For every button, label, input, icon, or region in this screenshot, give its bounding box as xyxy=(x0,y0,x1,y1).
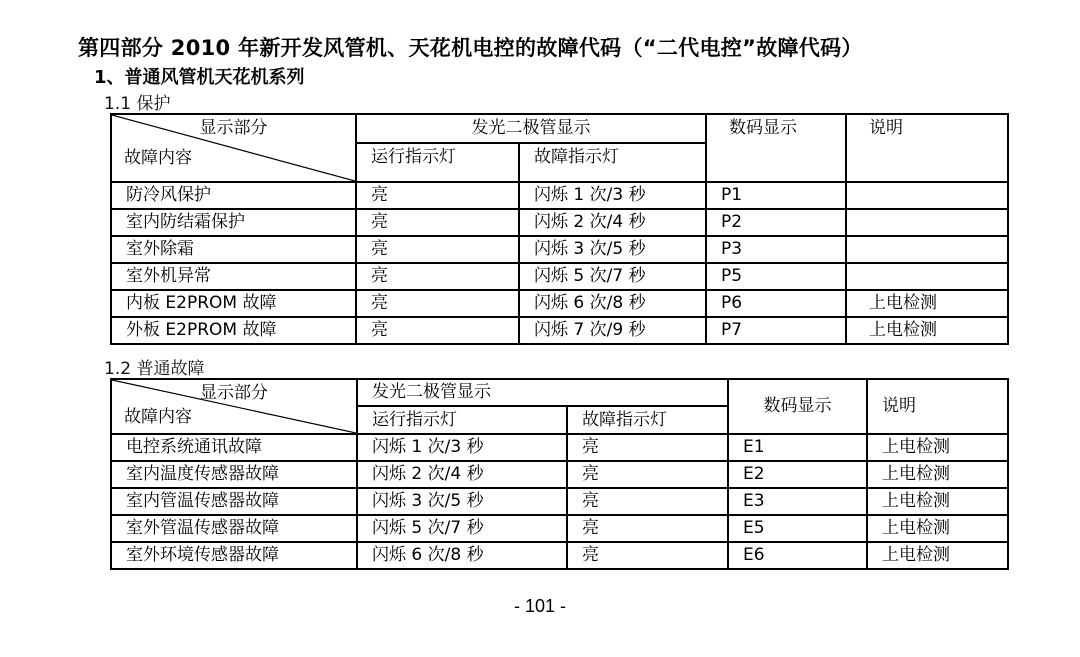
fault-note: 上电检测 xyxy=(867,542,1008,569)
fault-note: 上电检测 xyxy=(867,434,1008,461)
led-display-header: 发光二极管显示 xyxy=(356,114,706,143)
table-row xyxy=(111,542,1008,569)
digital-display-header: 数码显示 xyxy=(706,114,846,182)
diagonal-header-cell xyxy=(111,379,357,434)
run-led-state: 亮 xyxy=(356,182,519,209)
run-led-state: 闪烁 2 次/4 秒 xyxy=(357,461,567,488)
fault-led-header: 故障指示灯 xyxy=(567,406,728,434)
fault-led-header: 故障指示灯 xyxy=(519,143,706,182)
table-row xyxy=(111,290,1008,317)
display-part-label: 显示部分 xyxy=(200,383,268,403)
fault-note: 上电检测 xyxy=(867,461,1008,488)
display-part-label: 显示部分 xyxy=(199,118,268,138)
fault-code: E2 xyxy=(728,461,867,488)
run-led-state: 闪烁 1 次/3 秒 xyxy=(357,434,567,461)
fault-code: E6 xyxy=(728,542,867,569)
fault-code: E5 xyxy=(728,515,867,542)
fault-content-label: 故障内容 xyxy=(124,148,192,168)
series-heading: 1、普通风管机天花机系列 xyxy=(94,67,305,88)
fault-led-state: 闪烁 1 次/3 秒 xyxy=(519,182,706,209)
led-display-header: 发光二极管显示 xyxy=(357,379,728,406)
run-led-state: 闪烁 6 次/8 秒 xyxy=(357,542,567,569)
table-row xyxy=(111,236,1008,263)
fault-code: P6 xyxy=(706,290,846,317)
fault-note xyxy=(846,182,1008,209)
table-row xyxy=(111,317,1008,344)
fault-led-state: 亮 xyxy=(567,488,728,515)
run-led-state: 亮 xyxy=(356,263,519,290)
run-led-state: 闪烁 5 次/7 秒 xyxy=(357,515,567,542)
fault-name: 室外机异常 xyxy=(111,263,356,290)
fault-code: P5 xyxy=(706,263,846,290)
fault-note xyxy=(846,263,1008,290)
fault-name: 室内温度传感器故障 xyxy=(111,461,357,488)
fault-code: P7 xyxy=(706,317,846,344)
fault-note xyxy=(846,236,1008,263)
fault-led-state: 闪烁 5 次/7 秒 xyxy=(519,263,706,290)
diagonal-header-cell xyxy=(111,114,356,182)
note-header: 说明 xyxy=(867,379,1008,434)
fault-led-state: 亮 xyxy=(567,434,728,461)
fault-note: 上电检测 xyxy=(846,290,1008,317)
digital-display-header: 数码显示 xyxy=(728,379,867,434)
fault-code: E1 xyxy=(728,434,867,461)
fault-led-state: 闪烁 6 次/8 秒 xyxy=(519,290,706,317)
table-row xyxy=(111,434,1008,461)
fault-led-state: 亮 xyxy=(567,461,728,488)
table-row xyxy=(111,182,1008,209)
page-title: 第四部分 2010 年新开发风管机、天花机电控的故障代码（“二代电控”故障代码） xyxy=(78,36,863,60)
fault-content-label: 故障内容 xyxy=(124,407,192,427)
fault-note: 上电检测 xyxy=(867,488,1008,515)
run-led-state: 亮 xyxy=(356,209,519,236)
fault-led-state: 亮 xyxy=(567,515,728,542)
fault-note xyxy=(846,209,1008,236)
fault-led-state: 闪烁 3 次/5 秒 xyxy=(519,236,706,263)
page-number: - 101 - xyxy=(513,596,567,616)
table-row xyxy=(111,488,1008,515)
fault-led-state: 闪烁 7 次/9 秒 xyxy=(519,317,706,344)
run-led-state: 亮 xyxy=(356,317,519,344)
protection-fault-table xyxy=(110,113,1009,345)
run-led-state: 亮 xyxy=(356,290,519,317)
fault-name: 室外除霜 xyxy=(111,236,356,263)
fault-name: 防冷风保护 xyxy=(111,182,356,209)
fault-name: 室内管温传感器故障 xyxy=(111,488,357,515)
fault-name: 室外环境传感器故障 xyxy=(111,542,357,569)
table-row xyxy=(111,263,1008,290)
run-led-state: 闪烁 3 次/5 秒 xyxy=(357,488,567,515)
fault-led-state: 亮 xyxy=(567,542,728,569)
fault-name: 内板 E2PROM 故障 xyxy=(111,290,356,317)
table-row xyxy=(111,209,1008,236)
fault-code: E3 xyxy=(728,488,867,515)
table-row xyxy=(111,461,1008,488)
fault-code: P1 xyxy=(706,182,846,209)
note-header: 说明 xyxy=(846,114,1008,182)
fault-name: 室外管温传感器故障 xyxy=(111,515,357,542)
fault-code: P2 xyxy=(706,209,846,236)
fault-led-state: 闪烁 2 次/4 秒 xyxy=(519,209,706,236)
fault-name: 电控系统通讯故障 xyxy=(111,434,357,461)
table-row xyxy=(111,515,1008,542)
fault-code: P3 xyxy=(706,236,846,263)
general-fault-table xyxy=(110,378,1009,570)
run-led-state: 亮 xyxy=(356,236,519,263)
run-led-header: 运行指示灯 xyxy=(356,143,519,182)
run-led-header: 运行指示灯 xyxy=(357,406,567,434)
fault-name: 室内防结霜保护 xyxy=(111,209,356,236)
fault-name: 外板 E2PROM 故障 xyxy=(111,317,356,344)
section-heading-general-faults: 1.2 普通故障 xyxy=(104,359,205,379)
fault-note: 上电检测 xyxy=(846,317,1008,344)
section-heading-protection: 1.1 保护 xyxy=(104,94,171,114)
fault-note: 上电检测 xyxy=(867,515,1008,542)
